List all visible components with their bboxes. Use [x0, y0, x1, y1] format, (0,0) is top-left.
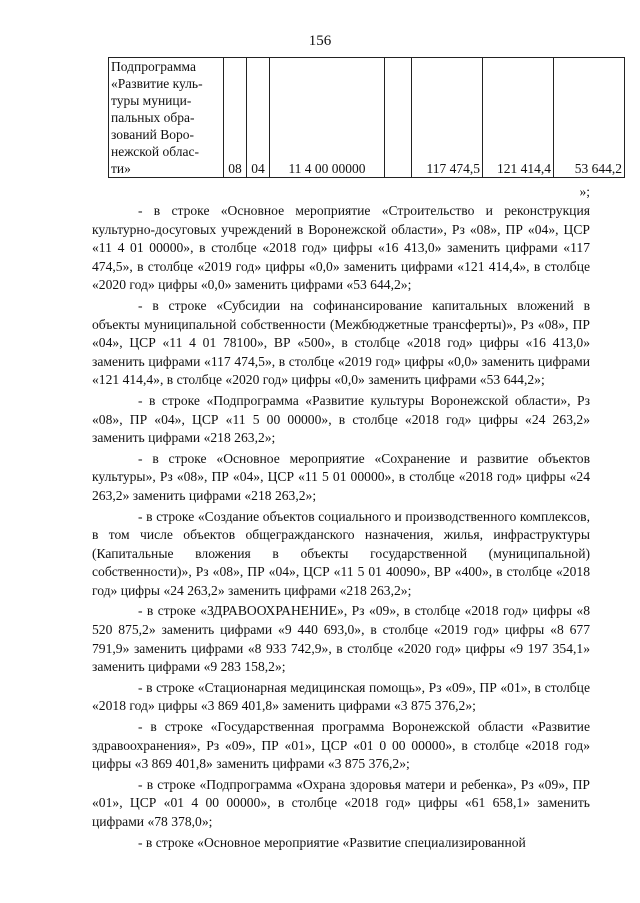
paragraph: - в строке «Основное мероприятие «Сохранение и развитие объектов культуры», Рз «08», ПР «04», ЦСР «11 5 01 00000», в столбце «2018 год» цифры «24 263,2» заменить цифрами «218 263,2»; — [92, 450, 590, 503]
cell-pr: 04 — [247, 58, 270, 178]
amendment-text — [92, 202, 590, 854]
paragraph: - в строке «Субсидии на софинансирование капитальных вложений в объекты муниципальной собственности (Межбюджетные трансферты)», Рз «08», ПР «04», ЦСР «11 4 01 78100», ВР «500», в столбце «2018 год» цифры «16 413,0» заменить цифрами «117 474,5», в столбце «2019 год» цифры «0,0» заменить цифрами «121 414,4», в столбце «2020 год» цифры «0,0» заменить цифрами «53 644,2»; — [92, 297, 590, 388]
cell-csr: 11 4 00 00000 — [270, 58, 385, 178]
paragraph: - в строке «Подпрограмма «Охрана здоровья матери и ребенка», Рз «09», ПР «01», ЦСР «01 4 00 00000», в столбце «2018 год» цифры «61 658,1» заменить цифрами «78 378,0»; — [92, 776, 590, 829]
cell-name: Подпрограмма «Развитие куль- туры муници- пальных обра- зований Воро- нежской облас- ти» — [109, 58, 224, 178]
paragraph: - в строке «Государственная программа Воронежской области «Развитие здравоохранения», Рз «09», ПР «01», ЦСР «01 0 00 00000», в столбце «2018 год» цифры «3 869 401,8» заменить цифрами «3 875 376,2»; — [92, 719, 590, 772]
paragraph: - в строке «ЗДРАВООХРАНЕНИЕ», Рз «09», в столбце «2018 год» цифры «8 520 875,2» заменить цифрами «9 440 693,0», в столбце «2019 год» цифры «8 677 791,9» заменить цифрами «8 933 742,9», в столбце «2020 год» цифры «9 197 354,1» заменить цифрами «9 283 158,2»; — [92, 603, 590, 675]
paragraph: - в строке «Основное мероприятие «Развитие специализированной — [138, 834, 526, 850]
paragraph: - в строке «Стационарная медицинская помощь», Рз «09», ПР «01», в столбце «2018 год» цифры «3 869 401,8» заменить цифрами «3 875 376,2»; — [92, 679, 590, 714]
cell-2018: 117 474,5 — [412, 58, 483, 178]
paragraph: - в строке «Создание объектов социального и производственного комплексов, в том числе объектов общегражданского назначения, жилья, инфраструктуры (Капитальные вложения в объекты государственной (муниципальной) собственности)», Рз «08», ПР «04», ЦСР «11 5 01 40090», ВР «400», в столбце «2018 год» цифры «24 263,2» заменить цифрами «218 263,2»; — [92, 508, 590, 598]
budget-table — [108, 57, 625, 178]
table-closing-quote: »; — [579, 184, 590, 199]
paragraph: - в строке «Подпрограмма «Развитие культуры Воронежской области», Рз «08», ПР «04», ЦСР «11 5 00 00000», в столбце «2018 год» цифры «24 263,2» заменить цифрами «218 263,2»; — [92, 392, 590, 446]
paragraph: - в строке «Основное мероприятие «Строительство и реконструкция культурно-досуговых учреждений в Воронежской области», Рз «08», ПР «04», ЦСР «11 4 01 00000», в столбце «2018 год» цифры «16 413,0» заменить цифрами «117 474,5», в столбце «2019 год» цифры «0,0» заменить цифрами «121 414,4», в столбце «2020 год» цифры «0,0» заменить цифрами «53 644,2»; — [92, 203, 590, 293]
cell-rz: 08 — [224, 58, 247, 178]
cell-2020: 53 644,2 — [554, 58, 625, 178]
table-row — [109, 58, 625, 178]
cell-2019: 121 414,4 — [483, 58, 554, 178]
cell-vr — [385, 58, 412, 178]
page-number: 156 — [308, 33, 332, 49]
